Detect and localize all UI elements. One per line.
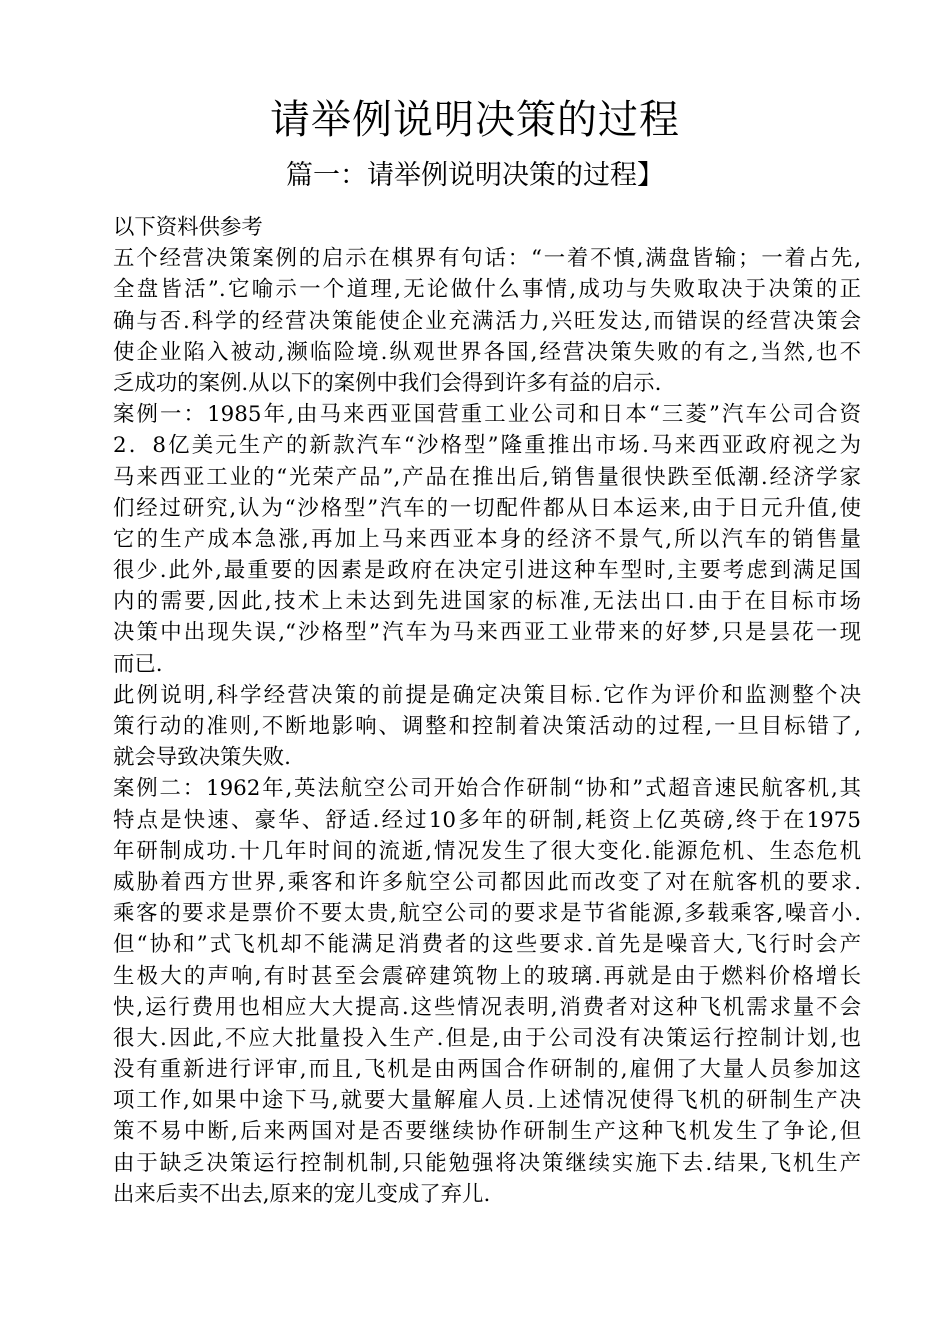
- body-line: 使企业陷入被动,濒临险境.纵观世界各国,经营决策失败的有之,当然,也不: [113, 339, 861, 365]
- body-line: 项工作,如果中途下马,就要大量解雇人员.上述情况使得飞机的研制生产决: [113, 1088, 861, 1114]
- body-line: 案例二：1962年,英法航空公司开始合作研制“协和”式超音速民航客机,其: [113, 776, 861, 802]
- body-line: 很大.因此,不应大批量投入生产.但是,由于公司没有决策运行控制计划,也: [113, 1025, 861, 1051]
- body-line: 就会导致决策失败.: [113, 745, 291, 771]
- body-line: 威胁着西方世界,乘客和许多航空公司都因此而改变了对在航客机的要求.: [113, 869, 861, 895]
- body-line: 马来西亚工业的“光荣产品”,产品在推出后,销售量很快跌至低潮.经济学家: [113, 464, 861, 490]
- body-line: 但“协和”式飞机却不能满足消费者的这些要求.首先是噪音大,飞行时会产: [113, 932, 861, 958]
- body-line: 策行动的准则,不断地影响、调整和控制着决策活动的过程,一旦目标错了,: [113, 714, 861, 739]
- body-line: 它的生产成本急涨,再加上马来西亚本身的经济不景气,所以汽车的销售量: [113, 526, 861, 552]
- body-line: 快,运行费用也相应大大提高.这些情况表明,消费者对这种飞机需求量不会: [113, 994, 861, 1020]
- body-line: 策不易中断,后来两国对是否要继续协作研制生产这种飞机发生了争论,但: [113, 1119, 861, 1145]
- body-line: 很少.此外,最重要的因素是政府在决定引进这种车型时,主要考虑到满足国: [113, 558, 861, 584]
- body-line: 生极大的声响,有时甚至会震碎建筑物上的玻璃.再就是由于燃料价格增长: [113, 963, 861, 989]
- body-line: 决策中出现失误,“沙格型”汽车为马来西亚工业带来的好梦,只是昙花一现: [113, 620, 861, 646]
- body-line: 没有重新进行评审,而且,飞机是由两国合作研制的,雇佣了大量人员参加这: [113, 1057, 861, 1083]
- body-line: 此例说明,科学经营决策的前提是确定决策目标.它作为评价和监测整个决: [113, 682, 861, 708]
- body-line: 们经过研究,认为“沙格型”汽车的一切配件都从日本运来,由于日元升值,使: [113, 495, 861, 521]
- body-line: 而已.: [113, 651, 163, 677]
- body-line: 出来后卖不出去,原来的宠儿变成了弃儿.: [113, 1181, 491, 1207]
- body-line: 2．8亿美元生产的新款汽车“沙格型”隆重推出市场.马来西亚政府视之为: [113, 433, 862, 459]
- document-body: [113, 212, 861, 1210]
- body-line: 特点是快速、豪华、舒适.经过10多年的研制,耗资上亿英磅,终于在1975: [113, 807, 861, 833]
- body-line: 乏成功的案例.从以下的案例中我们会得到许多有益的启示.: [113, 370, 662, 396]
- body-line: 全盘皆活”.它喻示一个道理,无论做什么事情,成功与失败取决于决策的正: [113, 277, 861, 303]
- body-line: 年研制成功.十几年时间的流逝,情况发生了很大变化.能源危机、生态危机: [113, 838, 861, 864]
- body-line: 案例一：1985年,由马来西亚国营重工业公司和日本“三菱”汽车公司合资: [113, 402, 861, 428]
- document-title: 请举例说明决策的过程: [270, 97, 680, 143]
- body-line: 内的需要,因此,技术上未达到先进国家的标准,无法出口.由于在目标市场: [113, 589, 861, 615]
- document-subtitle: 篇一：请举例说明决策的过程】: [286, 160, 664, 191]
- body-line: 以下资料供参考: [113, 215, 263, 240]
- body-line: 乘客的要求是票价不要太贵,航空公司的要求是节省能源,多载乘客,噪音小.: [113, 901, 861, 927]
- body-line: 五个经营决策案例的启示在棋界有句话：“一着不慎,满盘皆输；一着占先,: [113, 246, 861, 272]
- body-line: 由于缺乏决策运行控制机制,只能勉强将决策继续实施下去.结果,飞机生产: [113, 1150, 861, 1176]
- body-line: 确与否.科学的经营决策能使企业充满活力,兴旺发达,而错误的经营决策会: [113, 308, 861, 334]
